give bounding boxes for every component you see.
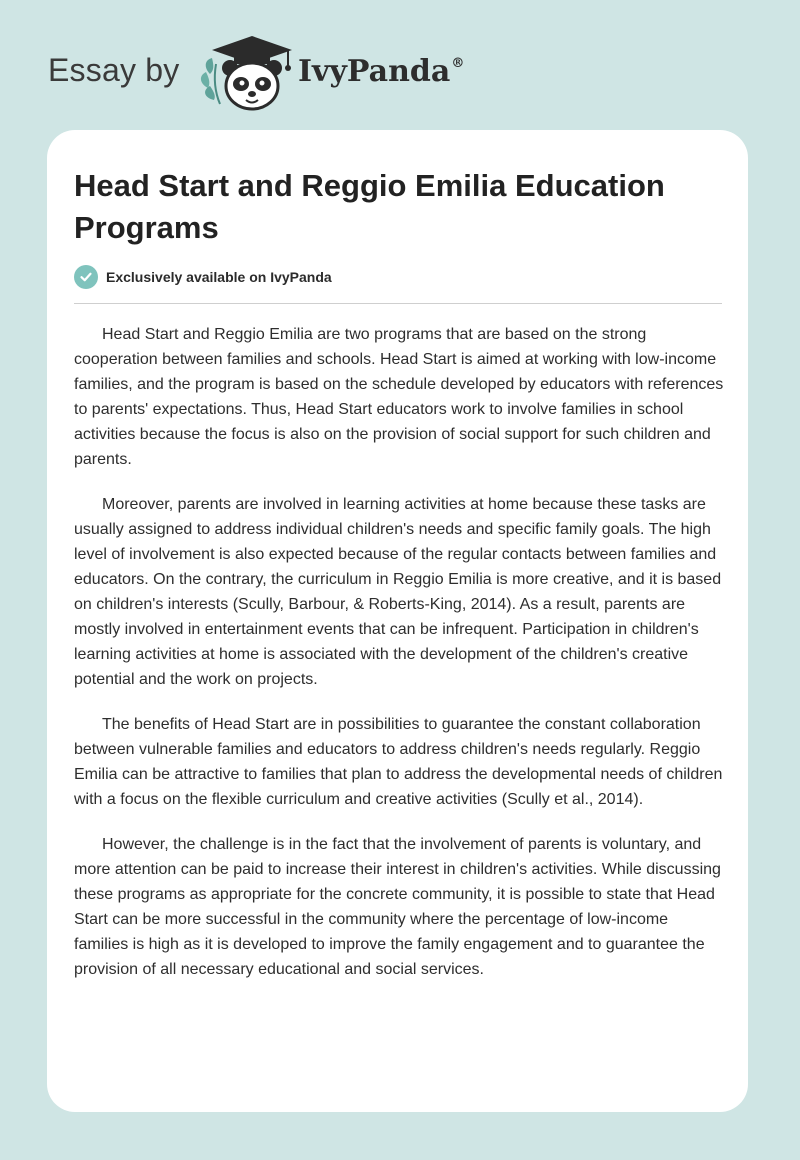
- brand-name-text: IvyPanda: [298, 54, 451, 89]
- essay-by-label: Essay by: [48, 52, 180, 88]
- site-header: [48, 34, 768, 114]
- paragraph: The benefits of Head Start are in possibilities to guarantee the constant collaboration between vulnerable families and educators to address children's needs regularly. Reggio Emilia can be attractive to families that plan to address the developmental needs of children with a focus on the flexible curriculum and creative activities (Scully et al., 2014).: [74, 716, 723, 808]
- essay-body: [74, 322, 724, 1002]
- exclusive-badge: [74, 264, 332, 290]
- paragraph: Moreover, parents are involved in learning activities at home because these tasks are usually assigned to address individual children's needs and specific family goals. The high level of involvement is also expected because of the regular contacts between families and educators. On the contrary, the curriculum in Reggio Emilia is more creative, and it is based on children's interests (Scully, Barbour, & Roberts-King, 2014). As a result, parents are mostly involved in entertainment events that can be infrequent. Participation in children's learning activities at home is associated with the development of the children's creative potential and the work on projects.: [74, 496, 722, 688]
- paragraph: Head Start and Reggio Emilia are two programs that are based on the strong cooperation between families and schools. Head Start is aimed at working with low-income families, and the program is based on the schedule developed by educators with references to parents' expectations. Thus, Head Start educators work to involve families in school activities because the focus is also on the provision of social support for such children and parents.: [74, 326, 724, 468]
- brand-name: [298, 54, 464, 89]
- essay-card: [47, 130, 748, 1112]
- paragraph: However, the challenge is in the fact that the involvement of parents is voluntary, and more attention can be paid to increase their interest in children's activities. While discussing these programs as appropriate for the concrete community, it is possible to state that Head Start can be more successful in the community where the percentage of low-income families is high as it is developed to improve the family engagement and to guarantee the provision of all necessary educational and social services.: [74, 836, 721, 978]
- registered-mark: ®: [451, 56, 465, 71]
- page-title: Head Start and Reggio Emilia Education Programs: [74, 168, 665, 245]
- divider: [74, 303, 722, 304]
- panda-graduate-icon: [200, 34, 300, 112]
- check-icon: [74, 265, 98, 289]
- exclusive-label: Exclusively available on IvyPanda: [106, 269, 332, 285]
